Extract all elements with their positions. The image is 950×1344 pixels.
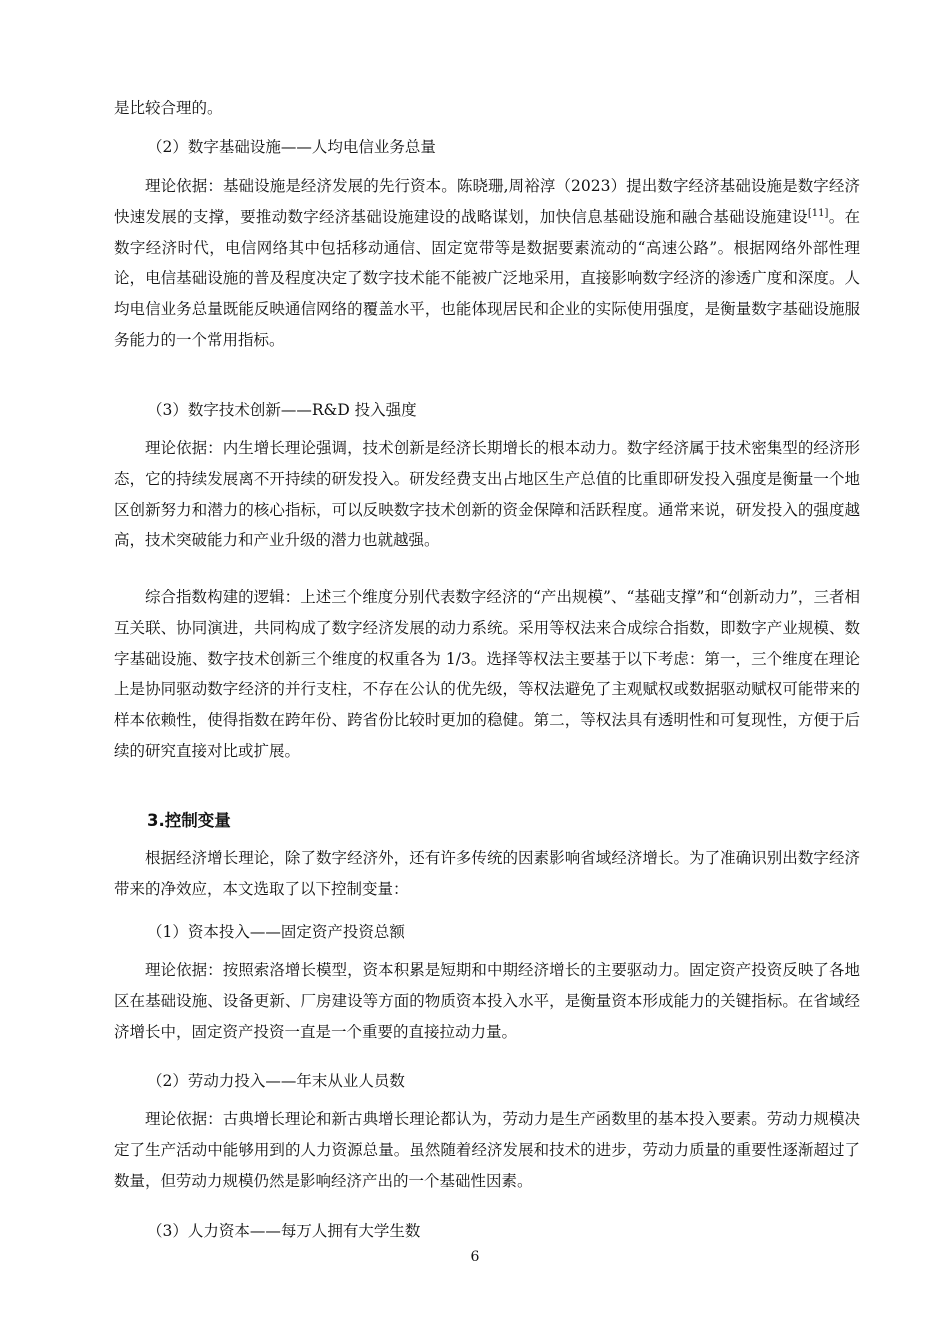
paragraph-text-continued: 。在数字经济时代，电信网络其中包括移动通信、固定宽带等是数据要素流动的“高速公路”。根据网络外部性理论，电信基础设施的普及程度决定了数字技术能不能被广泛地采用，直接影响数字经济的渗透广度和深度。人均电信业务总量既能反映通信网络的覆盖水平，也能体现居民和企业的实际使用强度，是衡量数字基础设施服务能力的一个常用指标。 <box>114 207 860 349</box>
section-heading-control-variables: 3.控制变量 <box>147 811 231 830</box>
page-number: 6 <box>470 1249 480 1265</box>
paragraph-continuation: 是比较合理的。 <box>114 99 223 117</box>
subheading-digital-innovation: （3）数字技术创新——R&D 投入强度 <box>147 401 417 419</box>
paragraph-control-intro: 根据经济增长理论，除了数字经济外，还有许多传统的因素影响省域经济增长。为了准确识别出数字经济带来的净效应，本文选取了以下控制变量： <box>114 849 860 898</box>
paragraph-text: 理论依据：基础设施是经济发展的先行资本。陈晓珊,周裕淳（2023）提出数字经济基础设施是数字经济快速发展的支撑，要推动数字经济基础设施建设的战略谋划，加快信息基础设施和融合基础设施建设 <box>114 177 860 226</box>
paragraph-labor-rationale: 理论依据：古典增长理论和新古典增长理论都认为，劳动力是生产函数里的基本投入要素。劳动力规模决定了生产活动中能够用到的人力资源总量。虽然随着经济发展和技术的进步，劳动力质量的重要性逐渐超过了数量，但劳动力规模仍然是影响经济产出的一个基础性因素。 <box>114 1110 860 1190</box>
paragraph-composite-index: 综合指数构建的逻辑：上述三个维度分别代表数字经济的“产出规模”、“基础支撑”和“创新动力”，三者相互关联、协同演进，共同构成了数字经济发展的动力系统。采用等权法来合成综合指数，即数字产业规模、数字基础设施、数字技术创新三个维度的权重各为 1/3。选择等权法主要基于以下考虑：第一，三个维度在理论上是协同驱动数字经济的并行支柱，不存在公认的优先级，等权法避免了主观赋权或数据驱动赋权可能带来的样本依赖性，使得指数在跨年份、跨省份比较时更加的稳健。第二，等权法具有透明性和可复现性，方便于后续的研究直接对比或扩展。 <box>114 588 860 760</box>
subheading-digital-infrastructure: （2）数字基础设施——人均电信业务总量 <box>147 138 436 156</box>
citation-marker: [11] <box>807 207 829 219</box>
subheading-labor-input: （2）劳动力投入——年末从业人员数 <box>147 1072 405 1090</box>
subheading-human-capital: （3）人力资本——每万人拥有大学生数 <box>147 1222 421 1240</box>
paragraph-innovation-rationale: 理论依据：内生增长理论强调，技术创新是经济长期增长的根本动力。数字经济属于技术密集型的经济形态，它的持续发展离不开持续的研发投入。研发经费支出占地区生产总值的比重即研发投入强度是衡量一个地区创新努力和潜力的核心指标，可以反映数字技术创新的资金保障和活跃程度。通常来说，研发投入的强度越高，技术突破能力和产业升级的潜力也就越强。 <box>114 439 860 550</box>
paragraph-capital-rationale: 理论依据：按照索洛增长模型，资本积累是短期和中期经济增长的主要驱动力。固定资产投资反映了各地区在基础设施、设备更新、厂房建设等方面的物质资本投入水平，是衡量资本形成能力的关键指标。在省域经济增长中，固定资产投资一直是一个重要的直接拉动力量。 <box>114 961 860 1041</box>
paragraph-infrastructure-rationale <box>114 171 860 356</box>
subheading-capital-input: （1）资本投入——固定资产投资总额 <box>147 923 405 941</box>
